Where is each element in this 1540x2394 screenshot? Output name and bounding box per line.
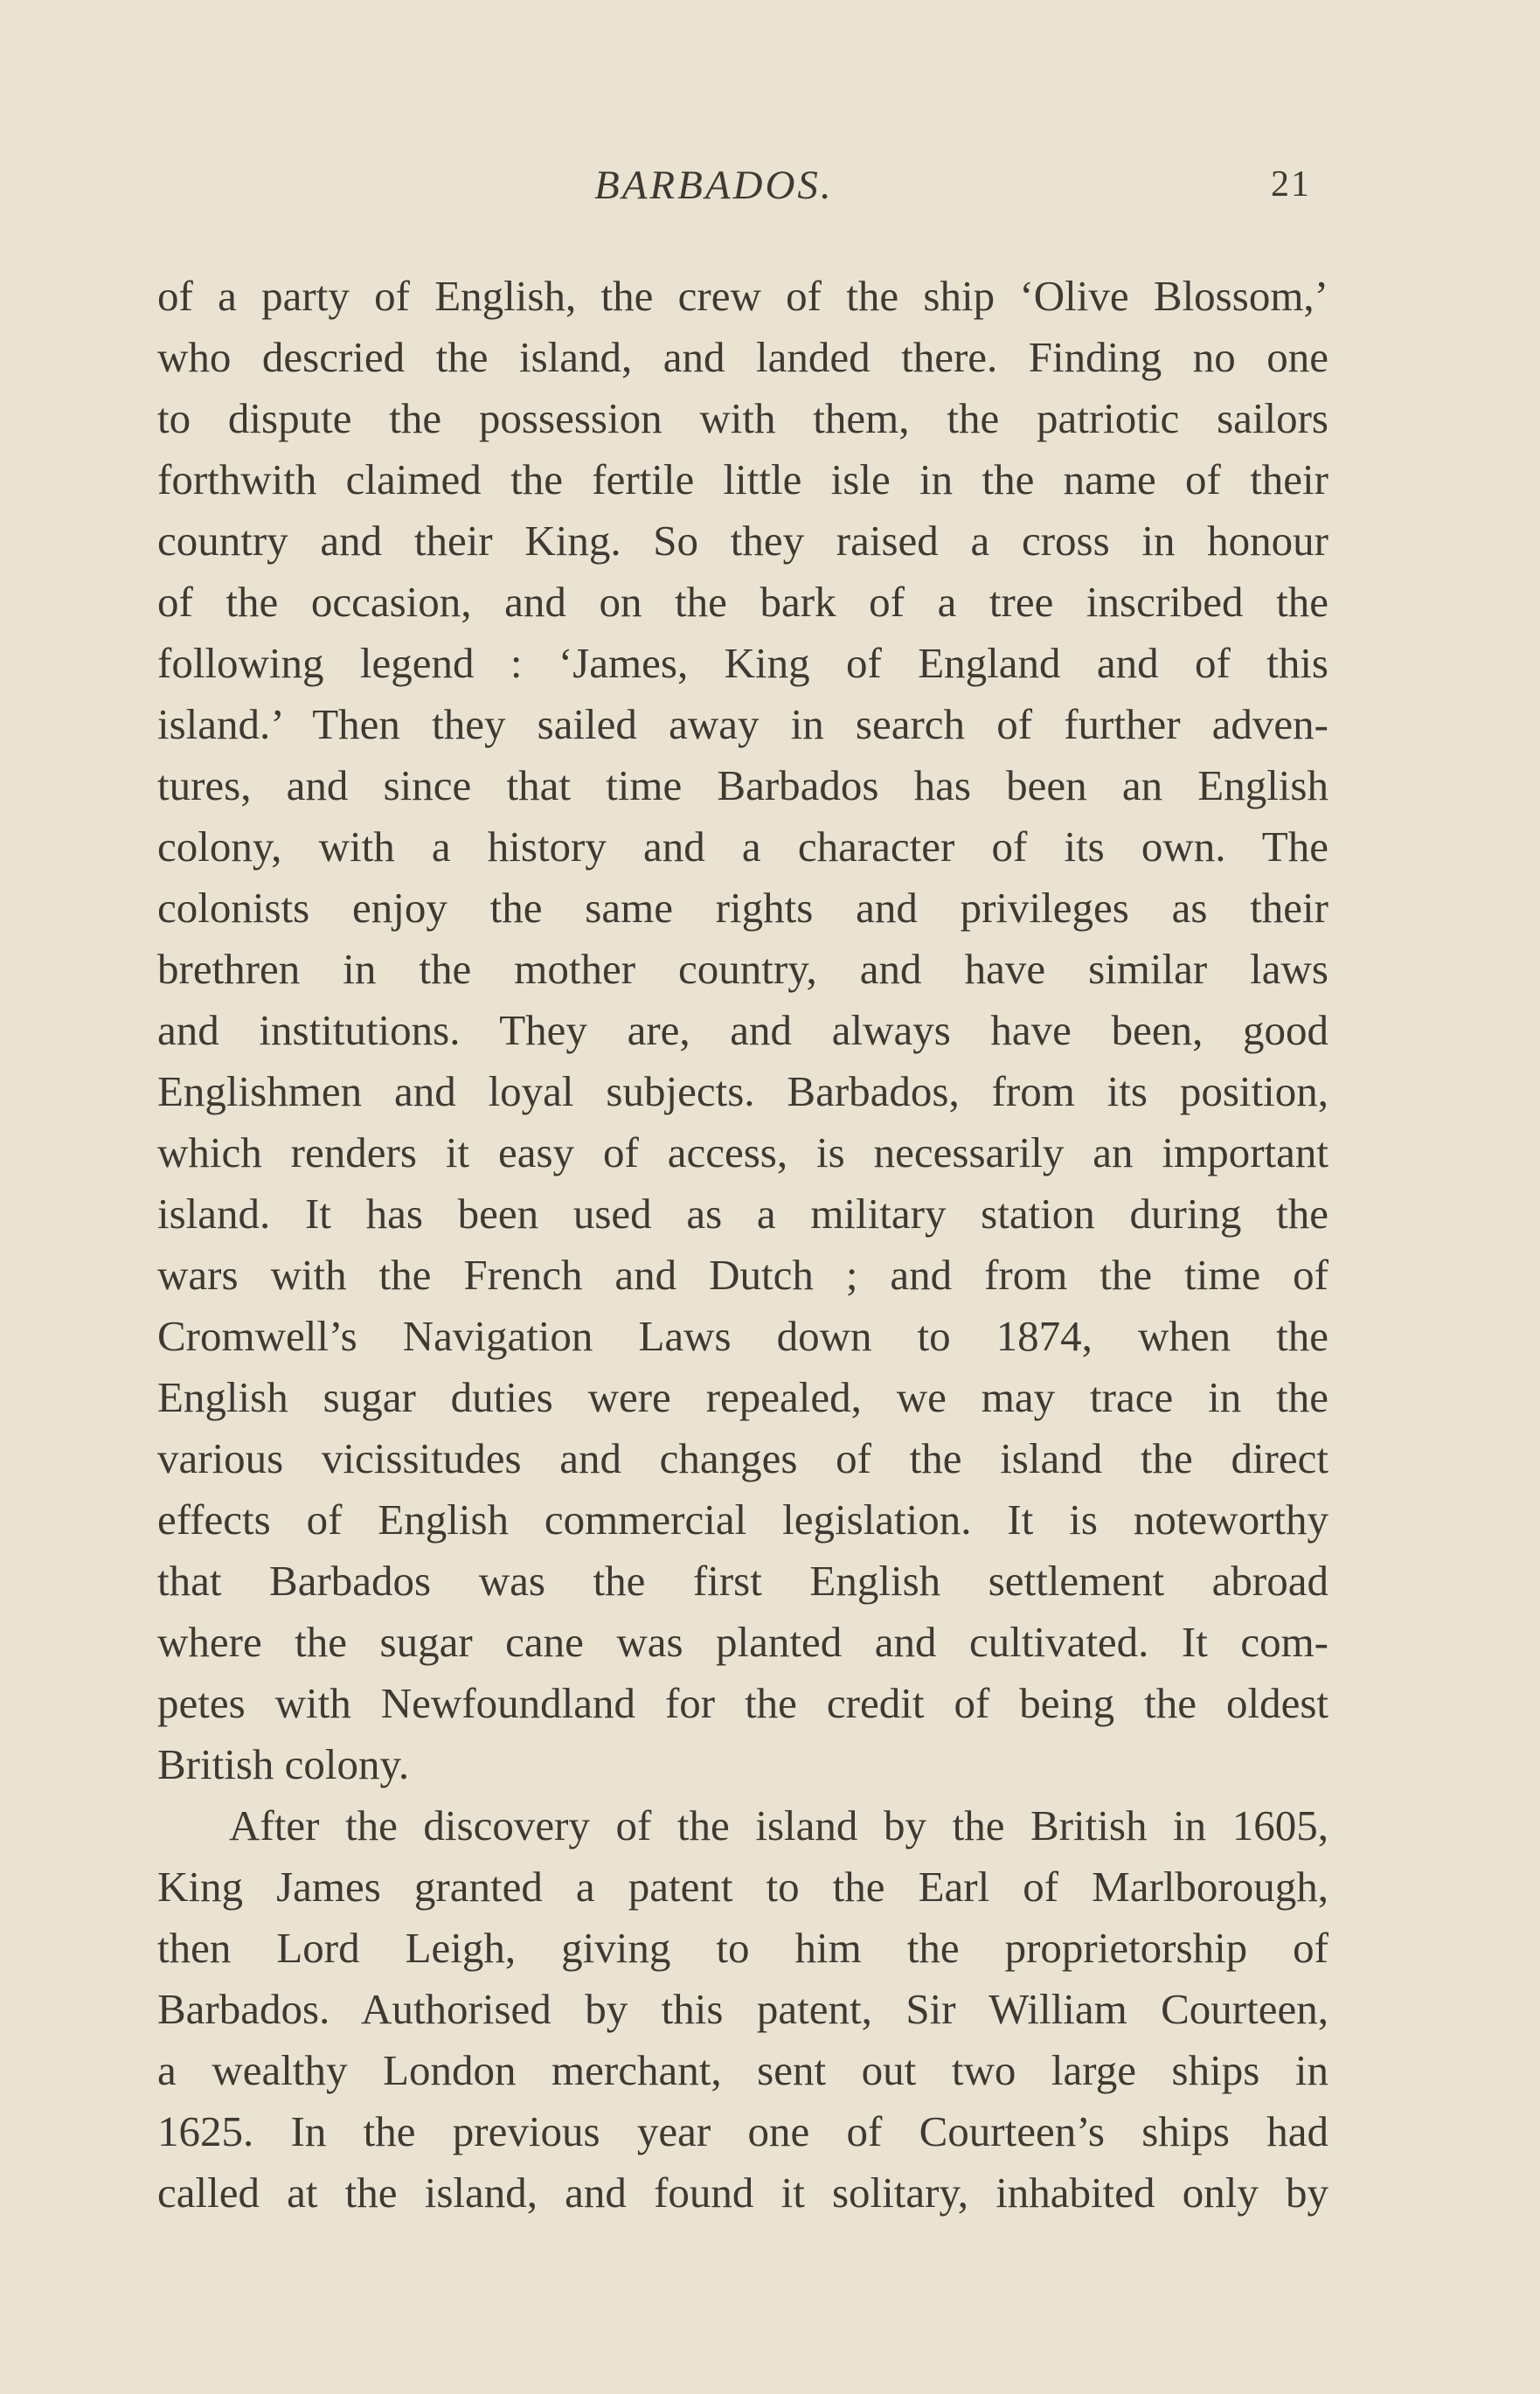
text-line: that Barbados was the first English settlement abroad bbox=[157, 1557, 1328, 1605]
text-line: where the sugar cane was planted and cultivated. It com- bbox=[157, 1618, 1328, 1666]
page-number: 21 bbox=[1271, 164, 1311, 205]
text-line: called at the island, and found it solitary, inhabited only by bbox=[157, 2168, 1328, 2217]
text-line: British colony. bbox=[157, 1740, 410, 1788]
text-line: tures, and since that time Barbados has been an English bbox=[157, 761, 1328, 809]
text-line: to dispute the possession with them, the patriotic sailors bbox=[157, 394, 1328, 442]
text-line: 1625. In the previous year one of Courteen’s ships had bbox=[157, 2107, 1328, 2155]
text-line: colonists enjoy the same rights and privileges as their bbox=[157, 884, 1328, 932]
text-line: Cromwell’s Navigation Laws down to 1874, when the bbox=[157, 1312, 1328, 1360]
text-line: of the occasion, and on the bark of a tree inscribed the bbox=[157, 578, 1328, 626]
body-text bbox=[157, 266, 1328, 2224]
text-line: brethren in the mother country, and have similar laws bbox=[157, 945, 1328, 993]
text-line: petes with Newfoundland for the credit of being the oldest bbox=[157, 1679, 1328, 1727]
text-line: After the discovery of the island by the British in 1605, bbox=[229, 1801, 1328, 1849]
text-line: country and their King. So they raised a cross in honour bbox=[157, 517, 1328, 565]
text-line: which renders it easy of access, is necessarily an important bbox=[157, 1128, 1328, 1176]
running-head bbox=[0, 162, 1540, 214]
text-line: island.’ Then they sailed away in search of further adven- bbox=[157, 700, 1328, 748]
text-line: colony, with a history and a character of its own. The bbox=[157, 822, 1328, 871]
text-line: English sugar duties were repealed, we may trace in the bbox=[157, 1373, 1328, 1421]
text-line: of a party of English, the crew of the ship ‘Olive Blossom,’ bbox=[157, 272, 1328, 320]
text-line: wars with the French and Dutch ; and from the time of bbox=[157, 1251, 1328, 1299]
text-line: Englishmen and loyal subjects. Barbados, from its position, bbox=[157, 1067, 1328, 1115]
running-title: BARBADOS. bbox=[594, 163, 834, 208]
text-line: effects of English commercial legislation. It is noteworthy bbox=[157, 1495, 1328, 1544]
text-line: King James granted a patent to the Earl of Marlborough, bbox=[157, 1863, 1328, 1911]
text-line: a wealthy London merchant, sent out two large ships in bbox=[157, 2046, 1328, 2094]
text-line: and institutions. They are, and always have been, good bbox=[157, 1006, 1328, 1054]
text-line: forthwith claimed the fertile little isle in the name of their bbox=[157, 455, 1328, 503]
text-line: island. It has been used as a military station during the bbox=[157, 1190, 1328, 1238]
text-line: various vicissitudes and changes of the island the direct bbox=[157, 1434, 1328, 1482]
text-line: Barbados. Authorised by this patent, Sir William Courteen, bbox=[157, 1985, 1328, 2033]
text-line: following legend : ‘James, King of England and of this bbox=[157, 639, 1328, 687]
text-line: who descried the island, and landed there. Finding no one bbox=[157, 333, 1328, 381]
text-line: then Lord Leigh, giving to him the proprietorship of bbox=[157, 1924, 1328, 1972]
